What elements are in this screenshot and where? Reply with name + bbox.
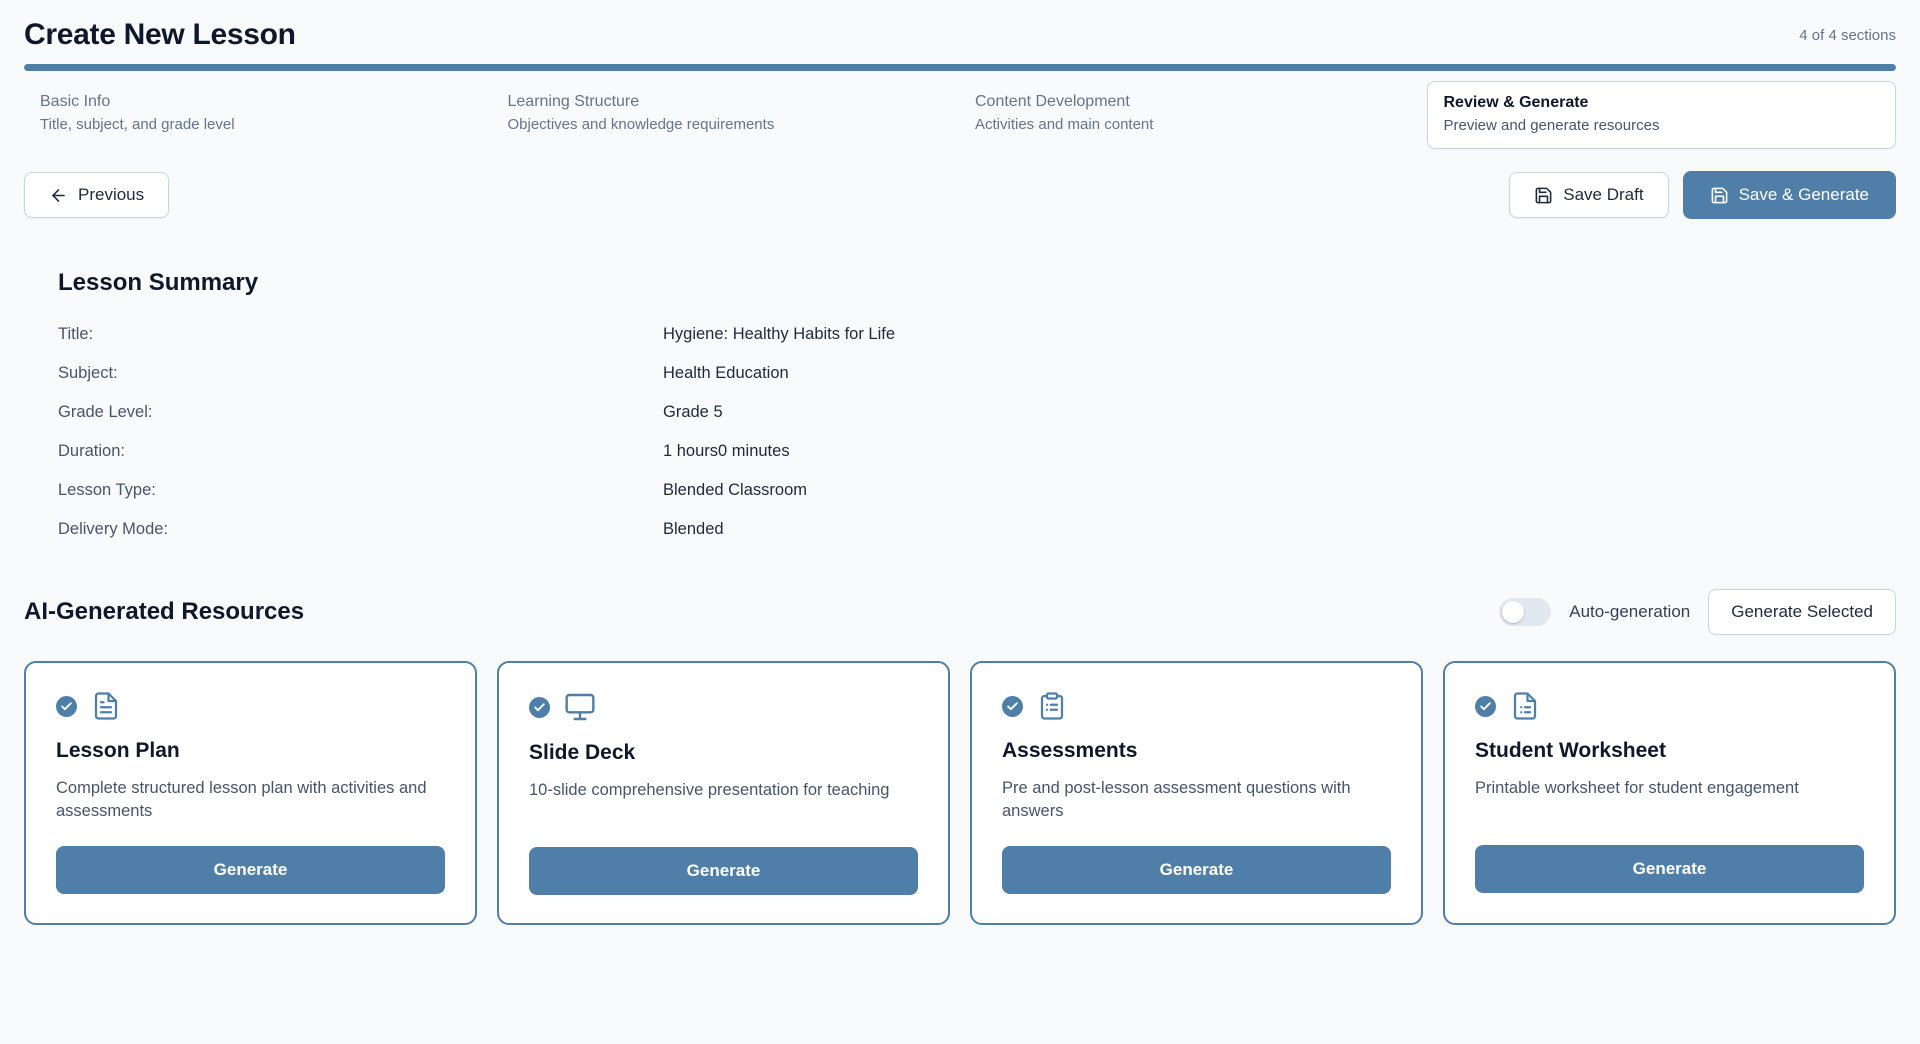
step-description: Preview and generate resources bbox=[1443, 117, 1660, 134]
resources-header bbox=[24, 589, 1896, 635]
previous-button[interactable] bbox=[24, 172, 169, 218]
summary-row-value: Health Education bbox=[663, 364, 789, 382]
arrow-left-icon bbox=[49, 186, 68, 205]
check-circle-icon[interactable] bbox=[1002, 696, 1023, 717]
summary-row bbox=[58, 442, 1896, 461]
summary-row-label: Delivery Mode: bbox=[58, 520, 169, 538]
resource-card-description: Complete structured lesson plan with activities and assessments bbox=[56, 779, 427, 821]
summary-row-value: Blended bbox=[663, 520, 724, 538]
step-description: Activities and main content bbox=[975, 116, 1154, 133]
page-header bbox=[24, 0, 1896, 64]
summary-row-value: Hygiene: Healthy Habits for Life bbox=[663, 325, 896, 343]
step-label: Learning Structure bbox=[507, 93, 640, 110]
progress-bar-fill bbox=[24, 64, 1896, 71]
step-label: Review & Generate bbox=[1443, 94, 1589, 111]
summary-row bbox=[58, 403, 1896, 422]
generate-selected-button[interactable]: Generate Selected bbox=[1708, 589, 1896, 635]
summary-row-value: Blended Classroom bbox=[663, 481, 807, 499]
summary-row-label: Title: bbox=[58, 325, 94, 343]
progress-bar bbox=[24, 64, 1896, 71]
step-description: Objectives and knowledge requirements bbox=[507, 116, 775, 133]
resource-card-header bbox=[1475, 691, 1864, 721]
resource-card-title: Lesson Plan bbox=[56, 739, 180, 762]
page-title: Create New Lesson bbox=[24, 18, 296, 51]
resource-card-header bbox=[56, 691, 445, 721]
summary-row bbox=[58, 325, 1896, 344]
save-icon bbox=[1710, 186, 1729, 205]
lesson-summary-list bbox=[58, 325, 1896, 539]
save-and-generate-button[interactable] bbox=[1683, 171, 1896, 219]
resource-generate-button[interactable]: Generate bbox=[56, 846, 445, 894]
auto-generation-toggle-knob bbox=[1502, 601, 1524, 623]
step-item-3[interactable] bbox=[1427, 81, 1897, 149]
step-item-0[interactable] bbox=[24, 81, 492, 149]
summary-row-label: Subject: bbox=[58, 364, 118, 382]
presentation-icon bbox=[564, 691, 596, 723]
step-nav bbox=[24, 81, 1896, 149]
summary-row-value: Grade 5 bbox=[663, 403, 723, 421]
check-circle-icon[interactable] bbox=[529, 697, 550, 718]
resource-generate-button[interactable]: Generate bbox=[1002, 846, 1391, 894]
step-label: Basic Info bbox=[40, 93, 111, 110]
resource-generate-button[interactable]: Generate bbox=[529, 847, 918, 895]
resources-controls bbox=[1499, 589, 1896, 635]
section-counter: 4 of 4 sections bbox=[1799, 26, 1896, 44]
check-circle-icon[interactable] bbox=[56, 696, 77, 717]
auto-generation-label: Auto-generation bbox=[1569, 602, 1691, 621]
resource-card-description: 10-slide comprehensive presentation for teaching bbox=[529, 781, 890, 799]
document-icon bbox=[91, 691, 121, 721]
resource-card-title: Slide Deck bbox=[529, 741, 636, 764]
resource-card-title: Student Worksheet bbox=[1475, 739, 1666, 762]
resources-title: AI-Generated Resources bbox=[24, 598, 305, 625]
previous-button-label: Previous bbox=[78, 185, 145, 204]
step-item-2[interactable] bbox=[959, 81, 1427, 149]
resource-card-list bbox=[24, 661, 1896, 925]
lesson-summary-section bbox=[24, 269, 1896, 539]
save-icon bbox=[1534, 186, 1553, 205]
save-and-generate-label: Save & Generate bbox=[1738, 185, 1869, 204]
step-description: Title, subject, and grade level bbox=[40, 116, 235, 133]
step-item-1[interactable] bbox=[492, 81, 960, 149]
summary-row bbox=[58, 520, 1896, 539]
summary-row-value: 1 hours0 minutes bbox=[663, 442, 790, 460]
step-label: Content Development bbox=[975, 93, 1130, 110]
resource-card[interactable] bbox=[970, 661, 1423, 925]
resource-card-title: Assessments bbox=[1002, 739, 1138, 762]
save-draft-label: Save Draft bbox=[1563, 185, 1644, 204]
check-circle-icon[interactable] bbox=[1475, 696, 1496, 717]
resource-card-description: Printable worksheet for student engagement bbox=[1475, 779, 1799, 797]
resource-card[interactable] bbox=[1443, 661, 1896, 925]
clipboard-list-icon bbox=[1037, 691, 1067, 721]
wizard-nav-row bbox=[24, 171, 1896, 219]
resource-card-description: Pre and post-lesson assessment questions with answers bbox=[1002, 779, 1351, 821]
nav-right-group bbox=[1509, 171, 1896, 219]
summary-row bbox=[58, 481, 1896, 500]
resource-card-header bbox=[1002, 691, 1391, 721]
summary-row-label: Duration: bbox=[58, 442, 125, 460]
summary-row-label: Grade Level: bbox=[58, 403, 153, 421]
resource-generate-button[interactable]: Generate bbox=[1475, 845, 1864, 893]
summary-row bbox=[58, 364, 1896, 383]
summary-row-label: Lesson Type: bbox=[58, 481, 156, 499]
resource-card-header bbox=[529, 691, 918, 723]
resource-card[interactable] bbox=[24, 661, 477, 925]
resource-card[interactable] bbox=[497, 661, 950, 925]
worksheet-icon bbox=[1510, 691, 1540, 721]
auto-generation-toggle[interactable] bbox=[1499, 598, 1551, 626]
save-draft-button[interactable] bbox=[1509, 172, 1668, 218]
lesson-summary-title: Lesson Summary bbox=[58, 269, 259, 296]
